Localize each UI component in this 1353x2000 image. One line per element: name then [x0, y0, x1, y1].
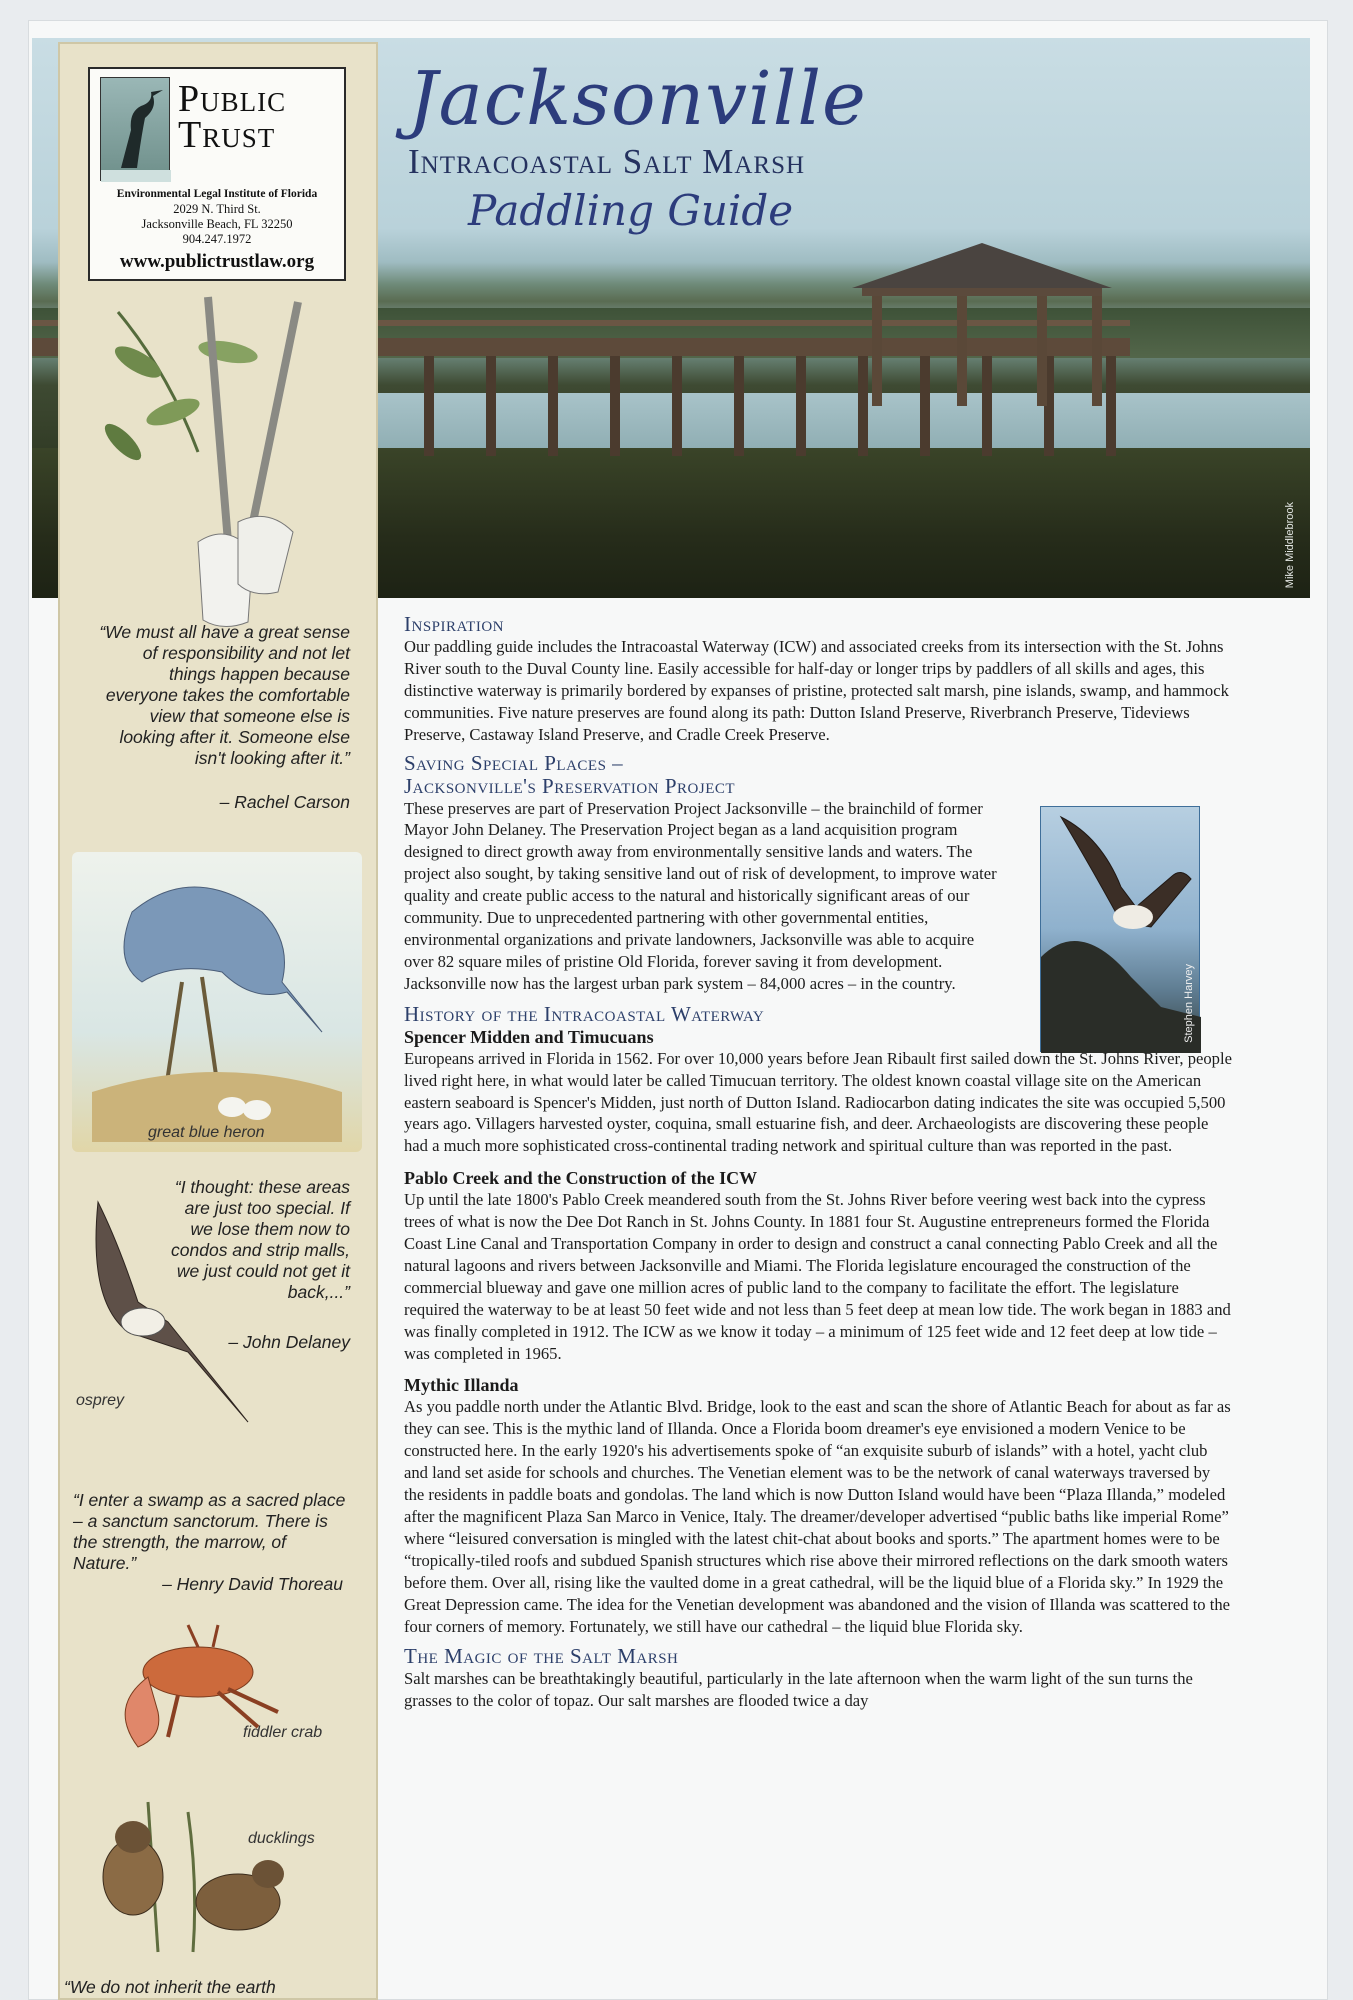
caption-crab: fiddler crab	[243, 1724, 323, 1741]
ducklings-illustration	[78, 1782, 348, 1962]
heron-icon	[101, 78, 171, 182]
public-trust-logo	[88, 67, 346, 281]
quote-delaney: “I thought: these areas are just too special. If we lose them now to condos and strip malls, we just could not get it back,...”	[171, 1177, 350, 1302]
heron-illustration	[72, 852, 362, 1152]
quote-author-thoreau: – Henry David Thoreau	[162, 1574, 343, 1594]
boardwalk-posts	[362, 356, 1130, 456]
caption-osprey: osprey	[76, 1392, 125, 1409]
gazebo-post	[872, 296, 882, 406]
title-block	[408, 56, 968, 235]
saving-heading-1: Saving Special Places –	[404, 750, 624, 775]
page-title: Jacksonville	[408, 56, 867, 142]
quote-bottom: “We do not inherit the earth	[64, 1977, 276, 1997]
gazebo-post	[1037, 296, 1047, 406]
heron-logo-icon	[100, 77, 170, 181]
quote-author-carson: – Rachel Carson	[219, 792, 350, 812]
saving-text: These preserves are part of Preservation Project Jacksonville – the brainchild of former Mayor John Delaney. The Preservation Project began as a land acquisition program designed to direct growth away from environmentally sensitive lands and waters. The project also sought, by taking sensitive land out of risk of development, to improve water quality and create public access to the natural and historically significant areas of our community. Due to unprecedented partnering with other governmental entities, environmental organizations and private landowners, Jacksonville was able to acquire over 82 square miles of pristine Old Florida, forever saving it from development. Jacksonville now has the largest urban park system – 84,000 acres – in the country.	[404, 798, 997, 993]
org-address: Environmental Legal Institute of Florida 2029 N. Third St. Jacksonville Beach, FL 32250 904.247.1972	[116, 188, 318, 246]
gazebo-post	[957, 296, 967, 406]
osprey-photo-credit: Stephen Harvey	[1183, 964, 1195, 1043]
ducklings-icon	[78, 1782, 348, 1962]
main-content	[404, 613, 1234, 1712]
gazebo-beam	[862, 288, 1102, 296]
pablo-subheading: Pablo Creek and the Construction of the ICW	[404, 1168, 758, 1189]
quote-carson: “We must all have a great sense of responsibility and not let things happen because everyone takes the comfortable view that someone else is looking after it. Someone else isn't looking after it.”	[99, 622, 350, 768]
sidebar	[58, 42, 378, 2000]
magic-text: Salt marshes can be breathtakingly beautiful, particularly in the late afternoon when the warm light of the sun turns the grasses to the color of topaz. Our salt marshes are flooded twice a day	[404, 1669, 1193, 1711]
crab-illustration	[68, 1617, 358, 1767]
fiddler-crab-icon	[68, 1617, 358, 1767]
saving-heading-2: Jacksonville's Preservation Project	[404, 773, 736, 798]
org-name: Public Trust	[178, 78, 287, 156]
heron-icon	[72, 852, 362, 1152]
quote-author-delaney: – John Delaney	[228, 1332, 350, 1352]
quote-thoreau: “I enter a swamp as a sacred place – a sanctum sanctorum. There is the strength, the marrow, of Nature.”	[73, 1490, 346, 1573]
illanda-text: As you paddle north under the Atlantic Blvd. Bridge, look to the east and scan the shore of Atlantic Beach for about as far as they can see. This is the mythic land of Illanda. Once a Florida boom dreamer's eye envisioned a modern Venice to be constructed here. In the early 1920's his advertisements spoke of “an exquisite suburb of islands” with a hotel, yacht club and land set aside for schools and churches. The Venetian element was to be the network of canal waterways traversed by the residents in paddle boats and gondolas. The land which is now Dutton Island would have been “Plaza Illanda,” modeled after the magnificent Plaza San Marco in Venice, Italy. The dreamer/developer advertised “public baths like imperial Rome” where “leisured conversation is mingled with the latest chit-chat about books and sports.” The apartment homes were to be “tropically-tiled roofs and subdued Spanish structures which rise above their mirrored reflections on the dark smooth waters before them. Over all, rising like the vaulted dome in a great cathedral, will be the liquid blue of a Florida sky.” In 1929 the Great Depression came. The idea for the Venetian development was abandoned and the vision of Illanda was scattered to the four corners of memory. Fortunately, we still have our cathedral – the liquid blue Florida sky.	[404, 1397, 1231, 1636]
inspiration-heading: Inspiration	[404, 612, 505, 636]
history-heading: History of the Intracoastal Waterway	[404, 1001, 765, 1026]
pablo-text: Up until the late 1800's Pablo Creek meandered south from the St. Johns River before veering west back into the cypress trees of what is now the Dee Dot Ranch in St. Johns County. In 1881 four St. Augustine entrepreneurs formed the Florida Coast Line Canal and Transportation Company in order to design and construct a canal connecting Pablo Creek and all the natural lagoons and rivers between Jacksonville and Miami. The Florida legislature encouraged the construction of the commercial blueway and gave one million acres of public land to the company to facilitate the effort. The legislature required the waterway to be at least 50 feet wide and not less than 5 feet deep at mean low tide. The work began in 1883 and was finally completed in 1912. The ICW as we know it today – a minimum of 125 feet wide and 12 feet deep at low tide – was completed in 1965.	[404, 1190, 1231, 1363]
page-subtitle: Intracoastal Salt Marsh	[408, 142, 806, 181]
paddles-illustration	[78, 292, 348, 632]
paddles-icon	[78, 292, 348, 632]
guide-title: Paddling Guide	[468, 186, 794, 235]
caption-heron: great blue heron	[148, 1124, 265, 1141]
illanda-subheading: Mythic Illanda	[404, 1375, 519, 1396]
caption-ducklings: ducklings	[248, 1830, 315, 1847]
magic-heading: The Magic of the Salt Marsh	[404, 1644, 679, 1669]
inspiration-text: Our paddling guide includes the Intracoastal Waterway (ICW) and associated creeks from its intersection with the St. Johns River south to the Duval County line. Easily accessible for half-day or longer trips by paddlers of all skills and ages, this distinctive waterway is primarily bordered by expanses of pristine, protected salt marsh, pine islands, swamp, and hammock communities. Five nature preserves are found along its path: Dutton Island Preserve, Riverbranch Preserve, Tideviews Preserve, Castaway Island Preserve, and Cradle Creek Preserve.	[404, 637, 1229, 744]
spencer-text: Europeans arrived in Florida in 1562. For over 10,000 years before Jean Ribault first sailed down the St. Johns River, people lived right here, in what would later be called Timucuan territory. The oldest known coastal village site on the American eastern seaboard is Spencer's Midden, just north of Dutton Island. Radiocarbon dating indicates the site was occupied 5,500 years ago. Villagers harvested oyster, coquina, small estuarine fish, and deer. Archaeologists are discovering these people had a much more sophisticated cross-continental trading network and spiritual culture than was reported in the past.	[404, 1048, 1232, 1156]
gazebo-roof	[852, 243, 1112, 288]
spencer-subheading: Spencer Midden and Timucuans	[404, 1026, 654, 1047]
photo-credit: Mike Middlebrook	[1284, 501, 1296, 588]
gazebo-post	[1092, 296, 1102, 406]
org-website-link[interactable]: www.publictrustlaw.org	[119, 251, 315, 272]
